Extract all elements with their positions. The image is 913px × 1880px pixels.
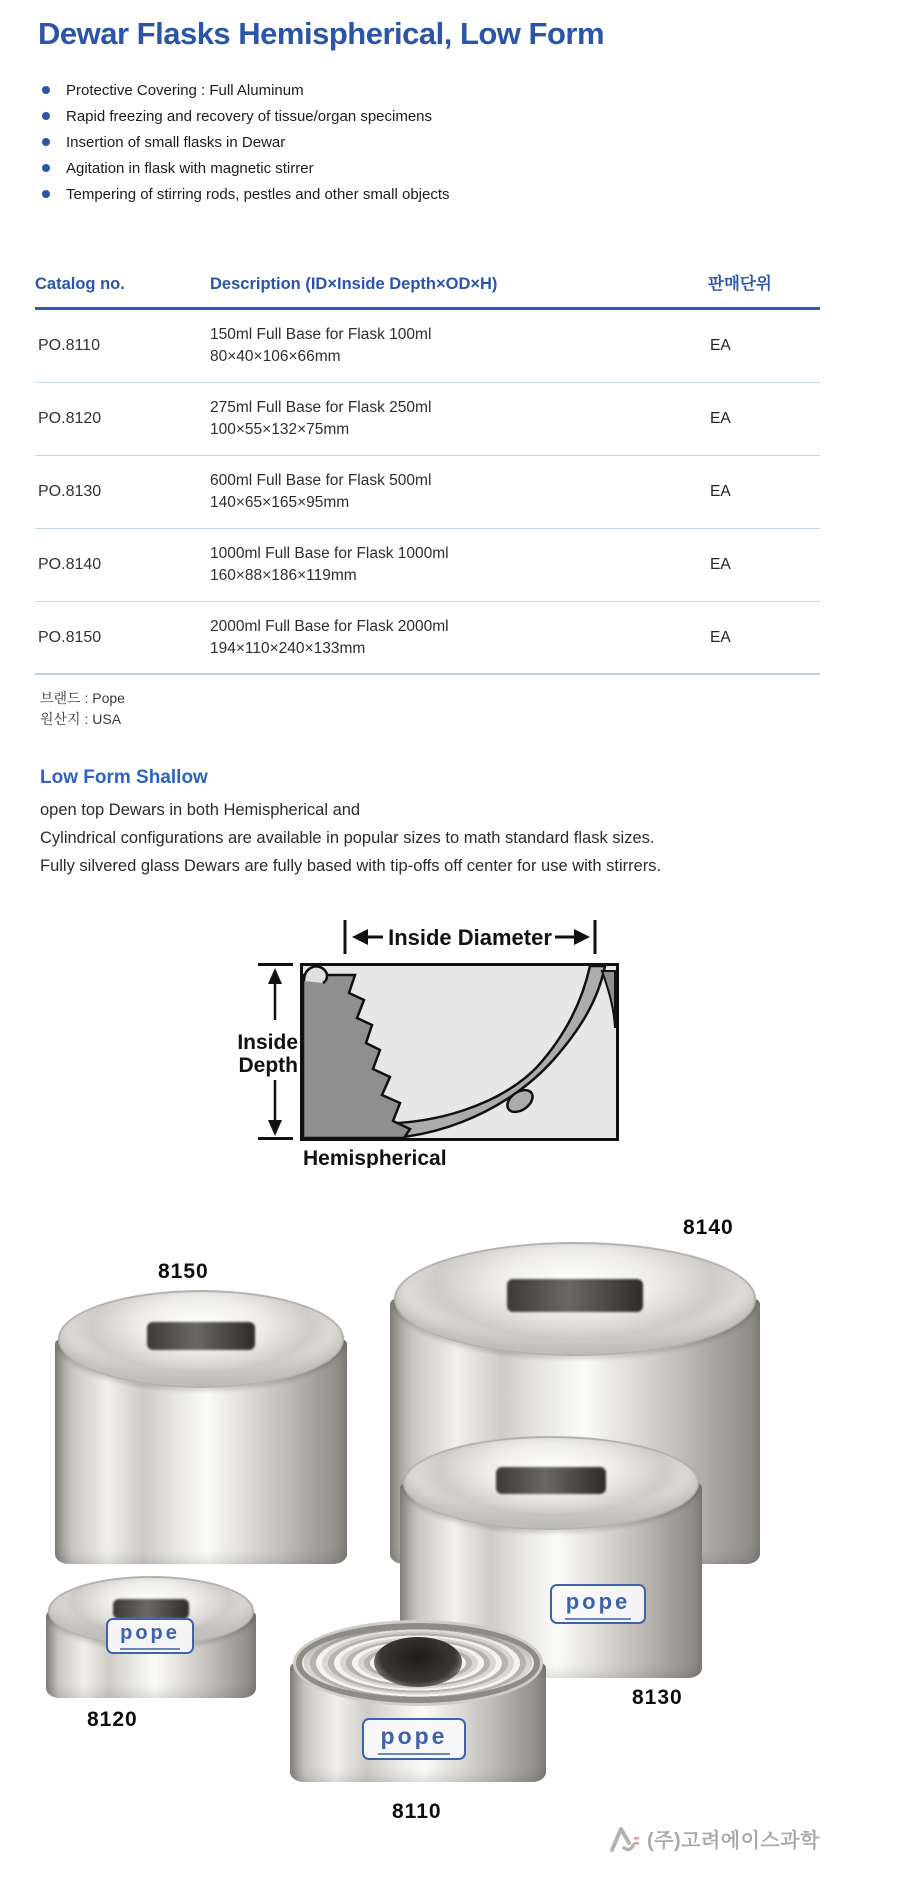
company-footer	[608, 1824, 820, 1853]
sales-unit: EA	[710, 410, 731, 427]
description	[210, 470, 700, 514]
pope-logo-subline	[565, 1618, 631, 1620]
description-line1: 275ml Full Base for Flask 250ml	[210, 399, 432, 416]
catalog-no: PO.8130	[38, 483, 102, 500]
brand-label: 브랜드 : Pope	[40, 690, 125, 706]
inside-depth-label-line1: Inside	[237, 1031, 298, 1054]
inside-depth-label-line2: Depth	[238, 1054, 298, 1077]
bullet-dot-icon	[42, 190, 50, 198]
lid-reflection	[147, 1322, 254, 1350]
table-row	[35, 602, 820, 675]
lid-reflection	[113, 1599, 190, 1619]
company-logo-icon	[608, 1825, 640, 1853]
sales-unit: EA	[710, 628, 731, 646]
company-name: (주)고려에이스과학	[647, 1830, 820, 1852]
feature-item	[38, 160, 450, 177]
header-description: Description (ID×Inside Depth×OD×H)	[210, 275, 498, 293]
pope-logo-text: pope	[380, 1723, 448, 1749]
diagram-drawing	[219, 908, 619, 1168]
description-line1: 600ml Full Base for Flask 500ml	[210, 472, 432, 489]
bullet-dot-icon	[42, 86, 50, 94]
sales-unit: EA	[710, 483, 731, 500]
table-row	[35, 310, 820, 383]
bullet-dot-icon	[42, 112, 50, 120]
description-line2: 80×40×106×66mm	[210, 348, 341, 365]
table-header-row	[35, 246, 820, 310]
feature-text: Tempering of stirring rods, pestles and other small objects	[66, 186, 450, 203]
feature-text: Rapid freezing and recovery of tissue/organ specimens	[66, 108, 433, 125]
pope-logo-text: pope	[120, 1622, 180, 1644]
catalog-no: PO.8110	[38, 337, 100, 354]
feature-item	[38, 82, 450, 99]
paragraph-line: open top Dewars in both Hemispherical and	[40, 801, 361, 819]
open-top-interior	[374, 1637, 462, 1687]
flask-lid	[394, 1242, 757, 1356]
description-line1: 150ml Full Base for Flask 100ml	[210, 326, 432, 343]
description-line1: 2000ml Full Base for Flask 2000ml	[210, 617, 449, 635]
label-8130: 8130	[632, 1686, 683, 1709]
paragraph-line: Fully silvered glass Dewars are fully based with tip-offs off center for use with stirrers.	[40, 857, 662, 875]
origin-label: 원산지 : USA	[40, 711, 122, 727]
feature-text: Agitation in flask with magnetic stirrer	[66, 160, 314, 177]
inside-diameter-label: Inside Diameter	[388, 925, 552, 950]
bullet-dot-icon	[42, 138, 50, 146]
table-row	[35, 529, 820, 602]
description	[210, 616, 700, 660]
catalog-no: PO.8120	[38, 410, 102, 427]
label-8150: 8150	[158, 1260, 209, 1283]
flask-open-top	[293, 1620, 544, 1706]
description-line2: 140×65×165×95mm	[210, 494, 350, 511]
table-row	[35, 383, 820, 456]
description-line2: 100×55×132×75mm	[210, 421, 350, 438]
label-8110: 8110	[392, 1800, 442, 1823]
flask-lid	[58, 1290, 344, 1388]
pope-logo-subline	[120, 1648, 180, 1650]
section-heading: Low Form Shallow	[40, 767, 208, 788]
flask-8150	[55, 1290, 347, 1564]
sales-unit: EA	[710, 337, 731, 354]
lid-reflection	[507, 1279, 643, 1312]
feature-text: Insertion of small flasks in Dewar	[66, 134, 286, 151]
header-catalog-no: Catalog no.	[35, 275, 125, 293]
description-line2: 160×88×186×119mm	[210, 567, 357, 584]
feature-text: Protective Covering : Full Aluminum	[66, 82, 304, 99]
table-row	[35, 456, 820, 529]
paragraph-line: Cylindrical configurations are available in popular sizes to math standard flask sizes.	[40, 829, 655, 847]
description	[210, 397, 700, 441]
pope-logo	[362, 1718, 466, 1760]
product-photo	[0, 1200, 913, 1860]
sales-unit: EA	[710, 556, 731, 573]
pope-logo	[106, 1618, 194, 1654]
label-8120: 8120	[87, 1708, 138, 1731]
product-meta	[40, 688, 125, 730]
header-sales-unit: 판매단위	[708, 275, 772, 293]
page-title: Dewar Flasks Hemispherical, Low Form	[38, 16, 605, 51]
diagram-caption: Hemispherical	[303, 1147, 447, 1168]
spec-table	[35, 246, 820, 675]
hemispherical-diagram	[219, 908, 619, 1168]
feature-list	[38, 82, 450, 212]
pope-logo-subline	[378, 1753, 450, 1755]
catalog-no: PO.8150	[38, 628, 102, 646]
feature-item	[38, 108, 450, 125]
lid-reflection	[496, 1467, 607, 1494]
description	[210, 324, 700, 368]
flask-8120	[46, 1576, 256, 1698]
pope-logo-text: pope	[565, 1588, 631, 1614]
description-line1: 1000ml Full Base for Flask 1000ml	[210, 545, 449, 562]
feature-item	[38, 186, 450, 203]
feature-item	[38, 134, 450, 151]
label-8140: 8140	[683, 1216, 734, 1239]
section-paragraph	[40, 796, 661, 880]
bullet-dot-icon	[42, 164, 50, 172]
pope-logo	[550, 1584, 646, 1624]
catalog-no: PO.8140	[38, 556, 102, 573]
description-line2: 194×110×240×133mm	[210, 639, 366, 657]
flask-lid	[403, 1436, 699, 1530]
description	[210, 543, 700, 587]
flask-8110	[290, 1620, 546, 1782]
